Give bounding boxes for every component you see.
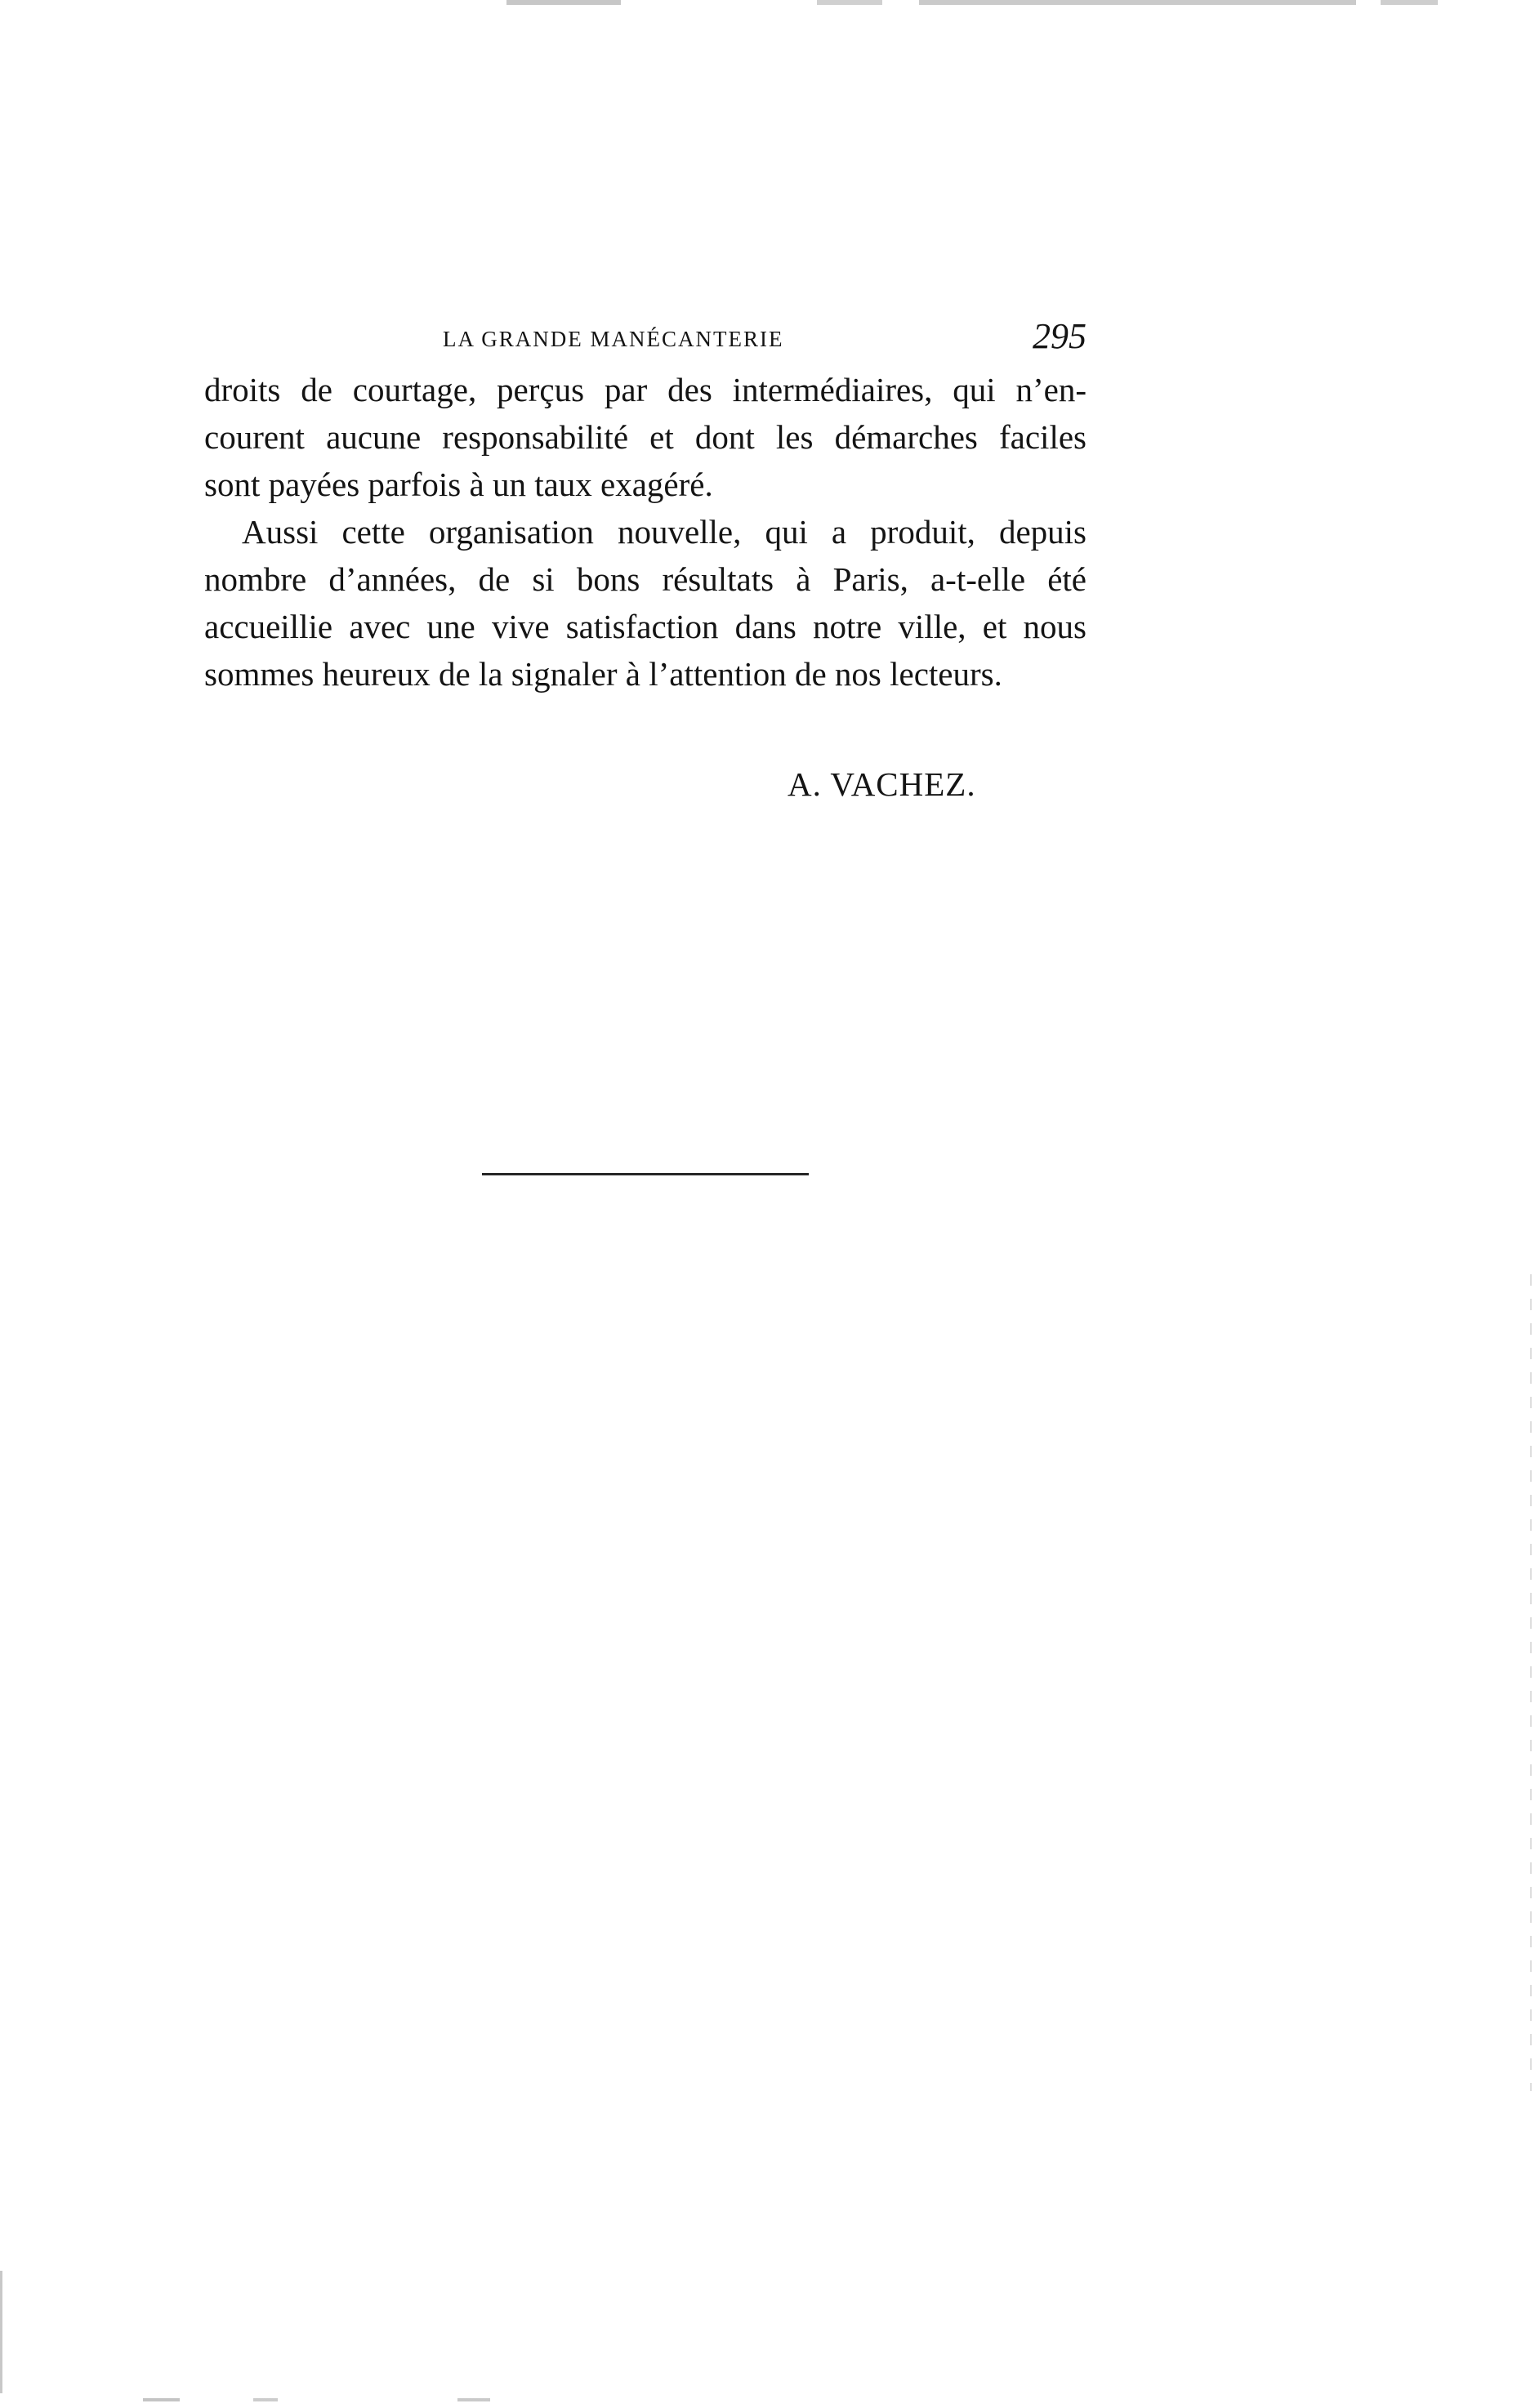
scan-edge-right bbox=[1530, 1274, 1532, 2091]
text-line: droits de courtage, perçus par des intermédiaires, qui n’en- bbox=[204, 371, 1087, 408]
text-line: sont payées parfois à un taux exagéré. bbox=[204, 466, 713, 503]
author-signature: A. VACHEZ. bbox=[788, 765, 976, 803]
scan-edge-top bbox=[0, 0, 1535, 5]
body-text bbox=[204, 366, 1087, 698]
page-number: 295 bbox=[1033, 316, 1087, 356]
scan-edge-left bbox=[0, 2271, 2, 2393]
text-line: accueillie avec une vive satisfaction dans notre ville, et nous bbox=[204, 608, 1087, 645]
running-title: LA GRANDE MANÉCANTERIE bbox=[443, 327, 784, 351]
text-line: Aussi cette organisation nouvelle, qui a produit, depuis bbox=[242, 513, 1087, 551]
running-head bbox=[203, 317, 1087, 366]
text-line: courent aucune responsabilité et dont les démarches faciles bbox=[204, 418, 1087, 456]
text-line: nombre d’années, de si bons résultats à Paris, a-t-elle été bbox=[204, 560, 1087, 598]
text-line: sommes heureux de la signaler à l’attention de nos lecteurs. bbox=[204, 655, 1002, 693]
end-rule bbox=[482, 1173, 809, 1175]
scan-edge-bottom bbox=[0, 2398, 1535, 2401]
